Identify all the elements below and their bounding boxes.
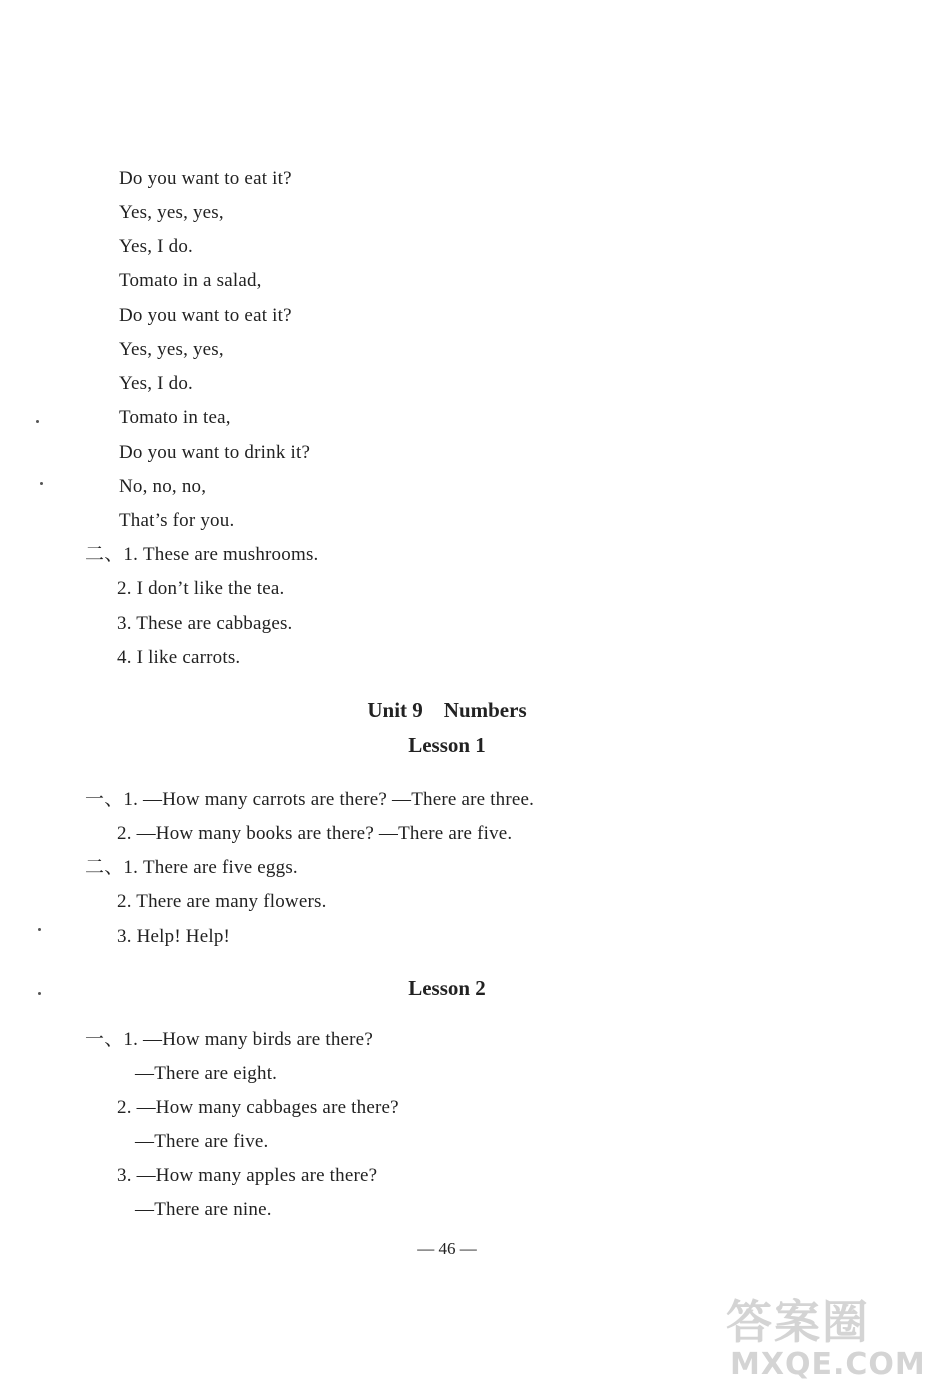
lesson1-item-3: 二、1. There are five eggs. <box>85 857 298 878</box>
part2-item-4: 4. I like carrots. <box>117 647 241 668</box>
lesson2-item-1: 一、1. —How many birds are there? <box>85 1029 373 1050</box>
song-line-10: No, no, no, <box>119 476 207 497</box>
lesson1-item-5: 3. Help! Help! <box>117 926 231 947</box>
scan-speck <box>36 420 39 423</box>
song-line-4: Tomato in a salad, <box>119 270 262 291</box>
song-line-8: Tomato in tea, <box>119 407 231 428</box>
watermark-en: MXQE.COM <box>730 1347 926 1382</box>
lesson1-title: Lesson 1 <box>408 733 486 757</box>
scan-speck <box>38 992 41 995</box>
part2-item-3: 3. These are cabbages. <box>117 613 293 634</box>
part2-item-2: 2. I don’t like the tea. <box>117 578 285 599</box>
page-number: — 46 — <box>417 1239 477 1258</box>
song-line-1: Do you want to eat it? <box>119 168 292 189</box>
watermark-logo <box>726 1295 926 1386</box>
lesson2-item-5: 3. —How many apples are there? <box>117 1165 378 1186</box>
lesson1-item-4: 2. There are many flowers. <box>117 891 327 912</box>
lesson2-item-3: 2. —How many cabbages are there? <box>117 1097 399 1118</box>
lesson2-item-6: —There are nine. <box>135 1199 272 1220</box>
song-line-6: Yes, yes, yes, <box>119 339 224 360</box>
lesson2-title: Lesson 2 <box>408 976 486 1000</box>
lesson1-item-1: 一、1. —How many carrots are there? —There are three. <box>85 789 535 810</box>
song-line-3: Yes, I do. <box>119 236 193 257</box>
scan-speck <box>38 928 41 931</box>
scan-speck <box>40 482 43 485</box>
watermark-cn: 答案圈 <box>726 1295 870 1349</box>
song-line-9: Do you want to drink it? <box>119 442 311 463</box>
song-line-5: Do you want to eat it? <box>119 305 292 326</box>
song-line-11: That’s for you. <box>119 510 235 531</box>
song-line-2: Yes, yes, yes, <box>119 202 224 223</box>
part2-item-1: 二、1. These are mushrooms. <box>85 544 319 565</box>
song-line-7: Yes, I do. <box>119 373 193 394</box>
lesson1-item-2: 2. —How many books are there? —There are five. <box>117 823 513 844</box>
unit-title: Unit 9 Numbers <box>367 698 527 722</box>
lesson2-item-4: —There are five. <box>135 1131 269 1152</box>
lesson2-item-2: —There are eight. <box>135 1063 278 1084</box>
